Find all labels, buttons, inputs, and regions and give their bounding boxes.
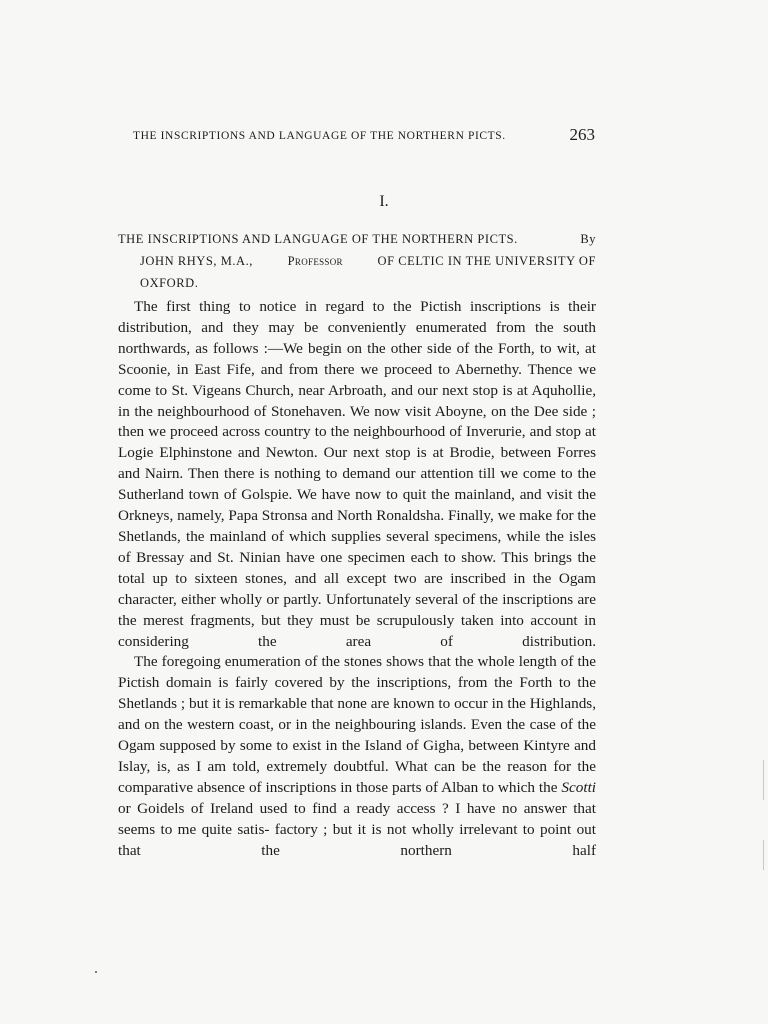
section-numeral: I. [379,193,389,210]
body-text [118,297,596,861]
running-head [133,125,595,144]
article-affiliation-line [118,272,596,294]
margin-dot [95,971,97,973]
scan-edge-mark [763,840,764,870]
article-author: JOHN RHYS, M.A., [140,254,253,268]
article-title-line-1 [118,228,596,250]
article-author-line [118,250,596,272]
paragraph-2-text-a: The foregoing enumeration of the stones shows that the whole length of the Pictish domain is fairly covered by the inscriptions, from the Forth to the Shetlands ; but it is remarkable that none are known to occur in the Highlands, and on the western coast, or in the neighbouring islands. Even the case of the Ogam supposed by some to exist in the Island of Gigha, between Kintyre and Islay, is, as I am told, extremely doubtful. What can be the reason for the comparative absence of inscriptions in those parts of Alban to which the [118,653,596,796]
page-number: 263 [569,125,595,144]
article-affiliation: OF CELTIC IN THE UNIVERSITY OF [377,254,596,268]
scan-edge-mark [763,760,764,800]
running-head-title: THE INSCRIPTIONS AND LANGUAGE OF THE NORTHERN PICTS. [133,130,506,142]
paragraph-2-italic-scotti: Scotti [561,778,597,796]
article-title-by: By [580,232,596,246]
paragraph-1: The first thing to notice in regard to the Pictish inscriptions is their distribution, and they may be conveniently enumerated from the south northwards, as follows :—We begin on the other side of the Forth, to wit, at Scoonie, in East Fife, and from there we proceed to Abernethy. Thence we come to St. Vigeans Church, near Arbroath, and our next stop is at Aquhollie, in the neighbourhood of Stonehaven. We now visit Aboyne, on the Dee side ; then we proceed across country to the neighbourhood of Inverurie, and stop at Logie Elphinstone and Newton. Our next stop is at Brodie, between Forres and Nairn. Then there is nothing to demand our attention till we come to the Sutherland town of Golspie. We have now to quit the mainland, and visit the Orkneys, namely, Papa Stronsa and North Ronaldsha. Finally, we make for the Shetlands, the mainland of which supplies several specimens, while the isles of Bressay and St. Ninian have one specimen each to show. This brings the total up to sixteen stones, and all except two are inscribed in the Ogam character, either wholly or partly. Unfortunately several of the inscriptions are the merest fragments, but they must be scrupulously taken into account in considering the area of distribution. [118,298,596,650]
article-title [118,228,596,294]
article-affiliation-last: OXFORD. [140,276,199,290]
article-author-role: Professor [287,254,343,268]
paragraph-2-text-b: or Goidels of Ireland used to find a ready access ? I have no answer that seems to me quite satis- factory ; but it is not wholly irrelevant to point out that the northern half [118,799,596,859]
paragraph-2 [118,652,596,861]
article-title-text: THE INSCRIPTIONS AND LANGUAGE OF THE NORTHERN PICTS. [118,232,518,246]
